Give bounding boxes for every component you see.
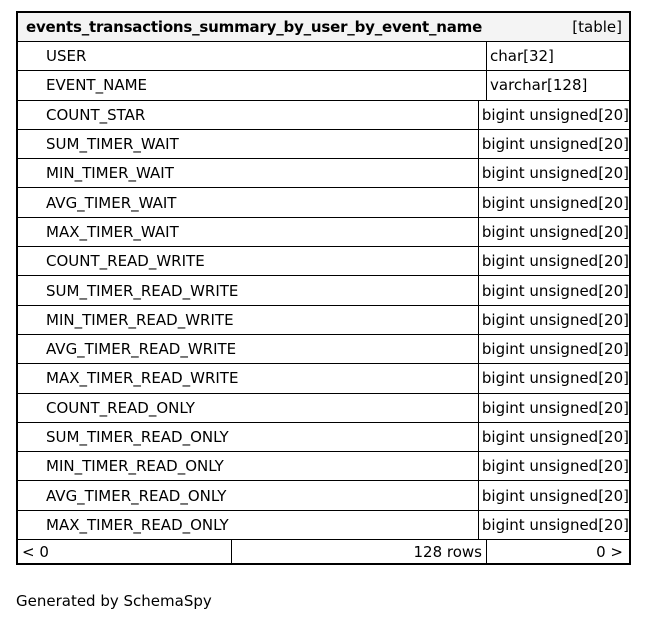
column-name: AVG_TIMER_READ_ONLY bbox=[18, 481, 479, 509]
table-kind-label: [table] bbox=[572, 18, 622, 36]
column-row[interactable] bbox=[18, 452, 629, 481]
column-type: bigint unsigned[20] bbox=[481, 457, 629, 476]
column-row[interactable] bbox=[18, 423, 629, 452]
column-name: COUNT_READ_ONLY bbox=[18, 394, 479, 422]
column-type: bigint unsigned[20] bbox=[481, 486, 629, 505]
column-name: SUM_TIMER_READ_ONLY bbox=[18, 423, 479, 451]
column-name: MIN_TIMER_WAIT bbox=[18, 159, 479, 187]
column-name: USER bbox=[18, 42, 487, 70]
column-type: bigint unsigned[20] bbox=[481, 252, 629, 271]
column-row[interactable] bbox=[18, 130, 629, 159]
column-row[interactable] bbox=[18, 71, 629, 100]
column-name: MIN_TIMER_READ_WRITE bbox=[18, 306, 479, 334]
column-name: SUM_TIMER_WAIT bbox=[18, 130, 479, 158]
column-list bbox=[18, 42, 629, 540]
column-name: MAX_TIMER_READ_ONLY bbox=[18, 511, 479, 539]
column-name: EVENT_NAME bbox=[18, 71, 487, 99]
column-type: bigint unsigned[20] bbox=[481, 515, 629, 534]
parent-count[interactable]: < 0 bbox=[18, 540, 232, 563]
column-name: MIN_TIMER_READ_ONLY bbox=[18, 452, 479, 480]
column-type: bigint unsigned[20] bbox=[481, 369, 629, 388]
column-row[interactable] bbox=[18, 188, 629, 217]
column-row[interactable] bbox=[18, 306, 629, 335]
column-type: bigint unsigned[20] bbox=[481, 281, 629, 300]
column-row[interactable] bbox=[18, 511, 629, 540]
column-type: bigint unsigned[20] bbox=[481, 398, 629, 417]
column-type: bigint unsigned[20] bbox=[481, 428, 629, 446]
table-name[interactable]: events_transactions_summary_by_user_by_event_name bbox=[26, 18, 483, 36]
generated-by-credit: Generated by SchemaSpy bbox=[16, 592, 212, 610]
column-row[interactable] bbox=[18, 481, 629, 510]
column-row[interactable] bbox=[18, 276, 629, 305]
column-name: AVG_TIMER_READ_WRITE bbox=[18, 335, 479, 363]
column-name: MAX_TIMER_WAIT bbox=[18, 218, 479, 246]
column-name: AVG_TIMER_WAIT bbox=[18, 188, 479, 216]
column-type: varchar[128] bbox=[490, 76, 588, 95]
column-row[interactable] bbox=[18, 218, 629, 247]
column-type: bigint unsigned[20] bbox=[481, 105, 629, 124]
column-type: bigint unsigned[20] bbox=[481, 310, 629, 329]
column-row[interactable] bbox=[18, 42, 629, 71]
column-type: bigint unsigned[20] bbox=[481, 135, 629, 154]
column-type: bigint unsigned[20] bbox=[481, 164, 629, 183]
column-name: SUM_TIMER_READ_WRITE bbox=[18, 276, 479, 304]
column-type: bigint unsigned[20] bbox=[481, 340, 629, 359]
column-row[interactable] bbox=[18, 101, 629, 130]
row-count: 128 rows bbox=[232, 540, 487, 563]
child-count[interactable]: 0 > bbox=[596, 542, 623, 561]
column-row[interactable] bbox=[18, 364, 629, 393]
column-row[interactable] bbox=[18, 335, 629, 364]
column-row[interactable] bbox=[18, 394, 629, 423]
column-row[interactable] bbox=[18, 247, 629, 276]
table-footer bbox=[18, 540, 629, 563]
column-type: bigint unsigned[20] bbox=[481, 222, 629, 241]
column-name: MAX_TIMER_READ_WRITE bbox=[18, 364, 479, 392]
column-row[interactable] bbox=[18, 159, 629, 188]
column-name: COUNT_READ_WRITE bbox=[18, 247, 479, 275]
table-entity[interactable] bbox=[16, 11, 631, 565]
column-type: char[32] bbox=[490, 47, 554, 66]
column-name: COUNT_STAR bbox=[18, 101, 479, 129]
column-type: bigint unsigned[20] bbox=[481, 193, 629, 212]
table-header bbox=[18, 13, 629, 42]
